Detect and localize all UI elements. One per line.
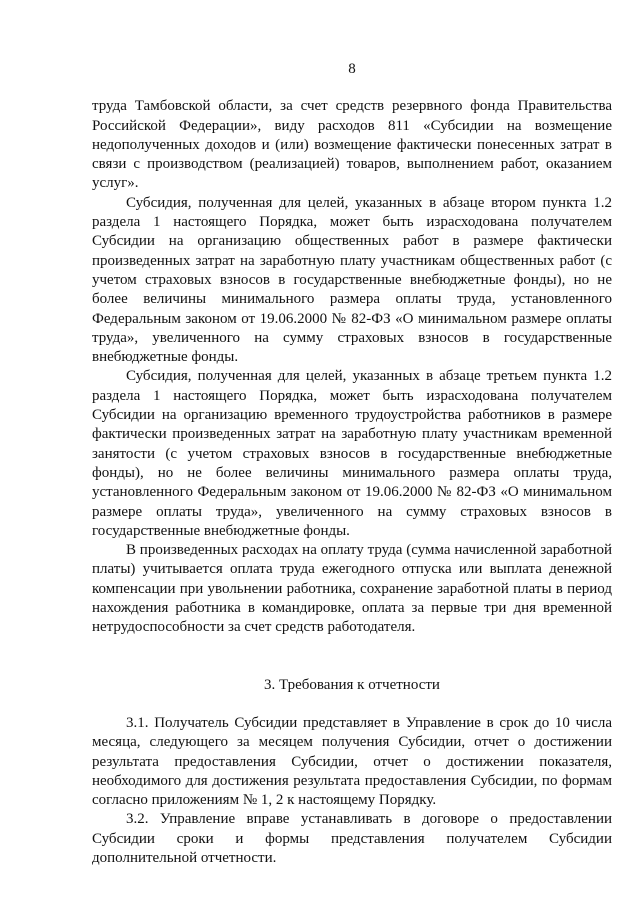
section-title: 3. Требования к отчетности <box>264 676 440 693</box>
paragraph-continuation: труда Тамбовской области, за счет средств резервного фонда Правительства Российской Федерации», виду расходов 811 «Субсидии на возмещение недополученных доходов и (или) возмещение фактически понесенных затрат в связи с производством (реализацией) товаров, выполнением работ, оказанием услуг». <box>92 98 612 192</box>
paragraph-labor-costs: В произведенных расходах на оплату труда (сумма начисленной заработной платы) учитывается оплата труда ежегодного отпуска или выплата денежной компенсации при увольнении работника, сохранение заработной платы в период нахождения работника в командировке, оплата за первые три дня временной нетрудоспособности за счет средств работодателя. <box>92 542 612 636</box>
paragraph-subsidy-public-works: Субсидия, полученная для целей, указанных в абзаце втором пункта 1.2 раздела 1 настоящего Порядка, может быть израсходована получателем Субсидии на организацию общественных работ в размере фактически произведенных затрат на заработную плату участникам общественных работ (с учетом страховых взносов в государственные внебюджетные фонды), но не более величины минимального размера оплаты труда, установленного Федеральным законом от 19.06.2000 № 82-ФЗ «О минимальном размере оплаты труда», увеличенного на сумму страховых взносов в государственные внебюджетные фонды. <box>92 194 612 366</box>
page-number: 8 <box>348 61 356 77</box>
paragraph-3-2: 3.2. Управление вправе устанавливать в договоре о предоставлении Субсидии сроки и формы представления получателем Субсидии дополнительной отчетности. <box>92 811 612 866</box>
paragraph-3-1: 3.1. Получатель Субсидии представляет в Управление в срок до 10 числа месяца, следующего за месяцем получения Субсидии, отчет о достижении результата предоставления Субсидии, отчет о достижении показателя, необходимого для достижения результата предоставления Субсидии, по формам согласно приложениям № 1, 2 к настоящему Порядку. <box>92 714 612 809</box>
paragraph-subsidy-temporary-employment: Субсидия, полученная для целей, указанных в абзаце третьем пункта 1.2 раздела 1 настоящего Порядка, может быть израсходована получателем Субсидии на организацию временного трудоустройства работников в размере фактически произведенных затрат на заработную плату участникам временной занятости (с учетом страховых взносов в государственные внебюджетные фонды), но не более величины минимального размера оплаты труда, установленного Федеральным законом от 19.06.2000 № 82-ФЗ «О минимальном размере оплаты труда», увеличенного на сумму страховых взносов в государственные внебюджетные фонды. <box>92 368 612 539</box>
document-page <box>92 60 612 868</box>
